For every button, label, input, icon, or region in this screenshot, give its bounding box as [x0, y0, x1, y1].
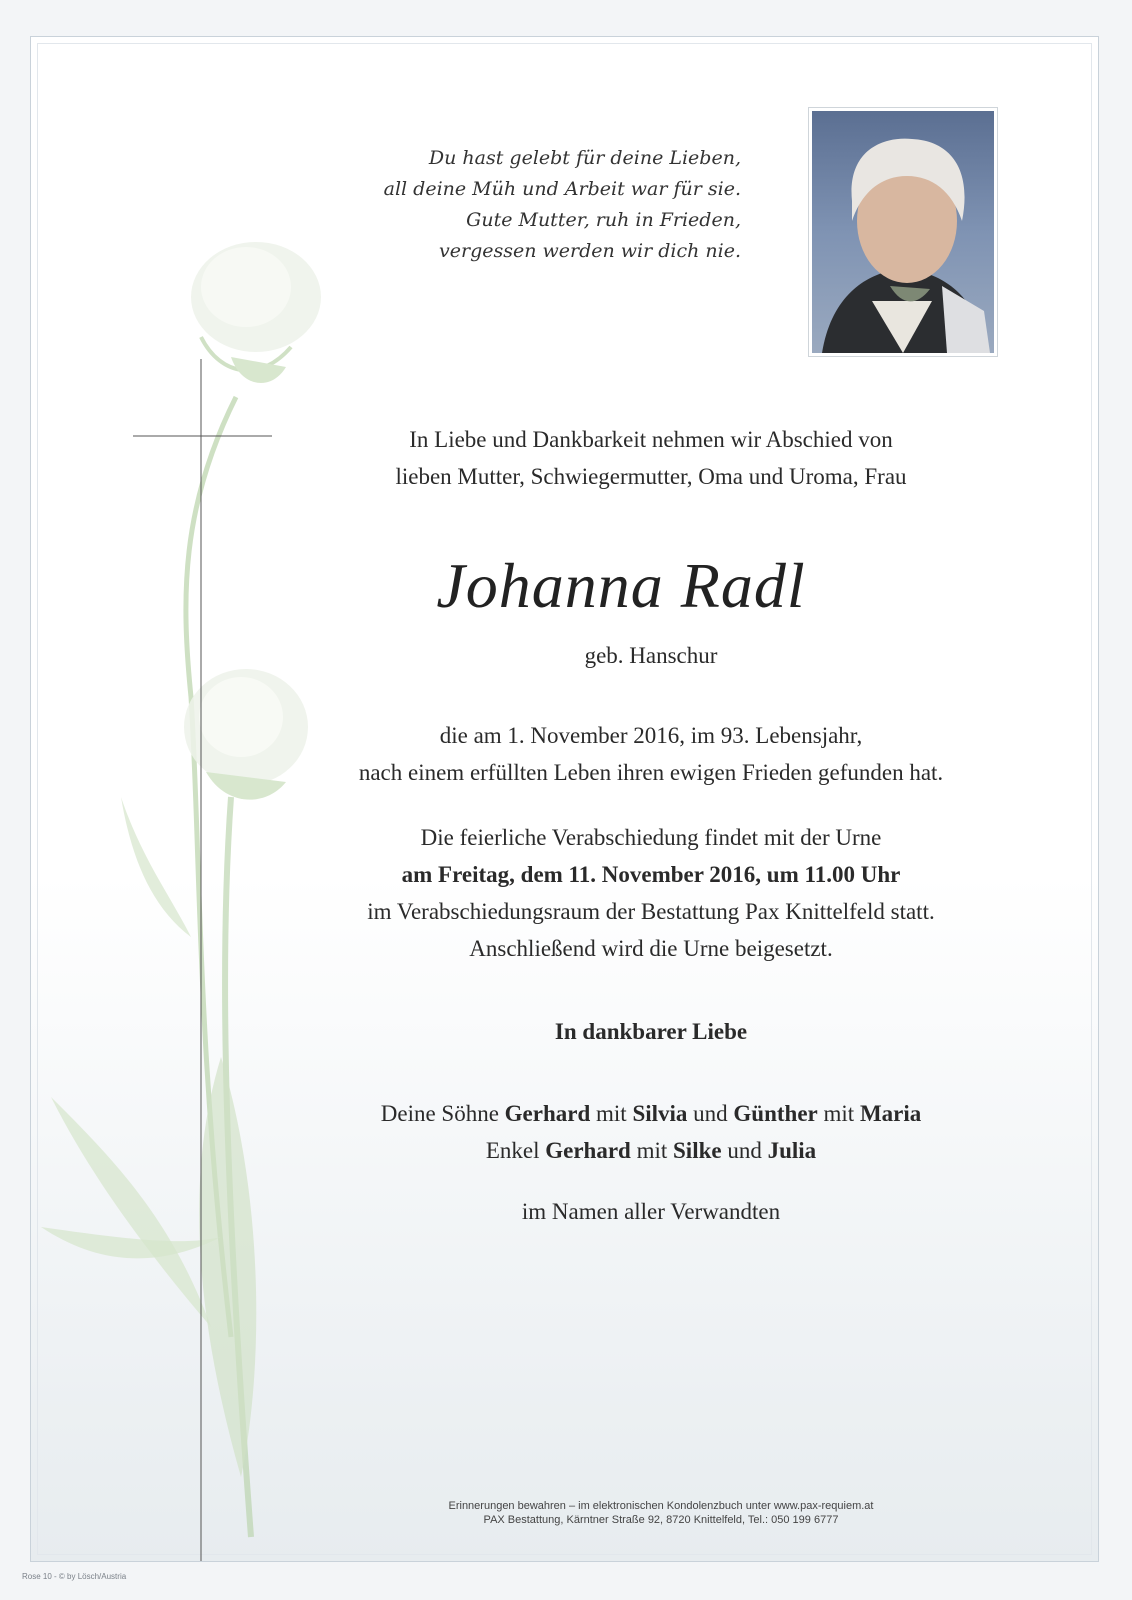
image-credit: Rose 10 - © by Lösch/Austria	[22, 1572, 127, 1581]
verse-line: all deine Müh und Arbeit war für sie.	[383, 178, 741, 200]
funeral-home-address: PAX Bestattung, Kärntner Straße 92, 8720 Knittelfeld, Tel.: 050 199 6777	[483, 1514, 839, 1526]
death-line: die am 1. November 2016, im 93. Lebensjahr,	[439, 723, 863, 748]
verse-line: vergessen werden wir dich nie.	[439, 240, 741, 262]
ceremony-line: Die feierliche Verabschiedung findet mit der Urne	[420, 825, 882, 850]
family-signature	[251, 1095, 1051, 1169]
funeral-home-footer	[281, 1499, 1041, 1527]
portrait-icon	[812, 111, 994, 353]
farewell-intro	[251, 421, 1051, 495]
closing-phrase: In dankbarer Liebe	[554, 1019, 748, 1044]
memorial-verse	[281, 143, 741, 267]
verse-line: Gute Mutter, ruh in Frieden,	[466, 209, 741, 231]
obituary-card	[30, 36, 1099, 1562]
ceremony-location: im Verabschiedungsraum der Bestattung Pax Knittelfeld statt.	[367, 899, 935, 924]
death-notice	[251, 717, 1051, 791]
relatives-note: im Namen aller Verwandten	[521, 1199, 781, 1224]
birth-name: geb. Hanschur	[584, 643, 718, 668]
ceremony-info	[251, 819, 1051, 967]
portrait-frame	[808, 107, 998, 357]
portrait-photo	[812, 111, 994, 353]
death-line: nach einem erfüllten Leben ihren ewigen Frieden gefunden hat.	[358, 760, 944, 785]
ceremony-line: Anschließend wird die Urne beigesetzt.	[469, 936, 833, 961]
verse-line: Du hast gelebt für deine Lieben,	[428, 147, 741, 169]
deceased-name: Johanna Radl	[436, 550, 806, 621]
intro-line: lieben Mutter, Schwiegermutter, Oma und Uroma, Frau	[395, 464, 907, 489]
condolence-book-link[interactable]: Erinnerungen bewahren – im elektronischen Kondolenzbuch unter www.pax-requiem.at	[448, 1500, 874, 1512]
family-line-grandchildren: Enkel Gerhard mit Silke und Julia	[485, 1138, 817, 1163]
intro-line: In Liebe und Dankbarkeit nehmen wir Abschied von	[409, 427, 893, 452]
family-line-sons: Deine Söhne Gerhard mit Silvia und Günther mit Maria	[380, 1101, 922, 1126]
ceremony-date: am Freitag, dem 11. November 2016, um 11.00 Uhr	[401, 862, 901, 887]
